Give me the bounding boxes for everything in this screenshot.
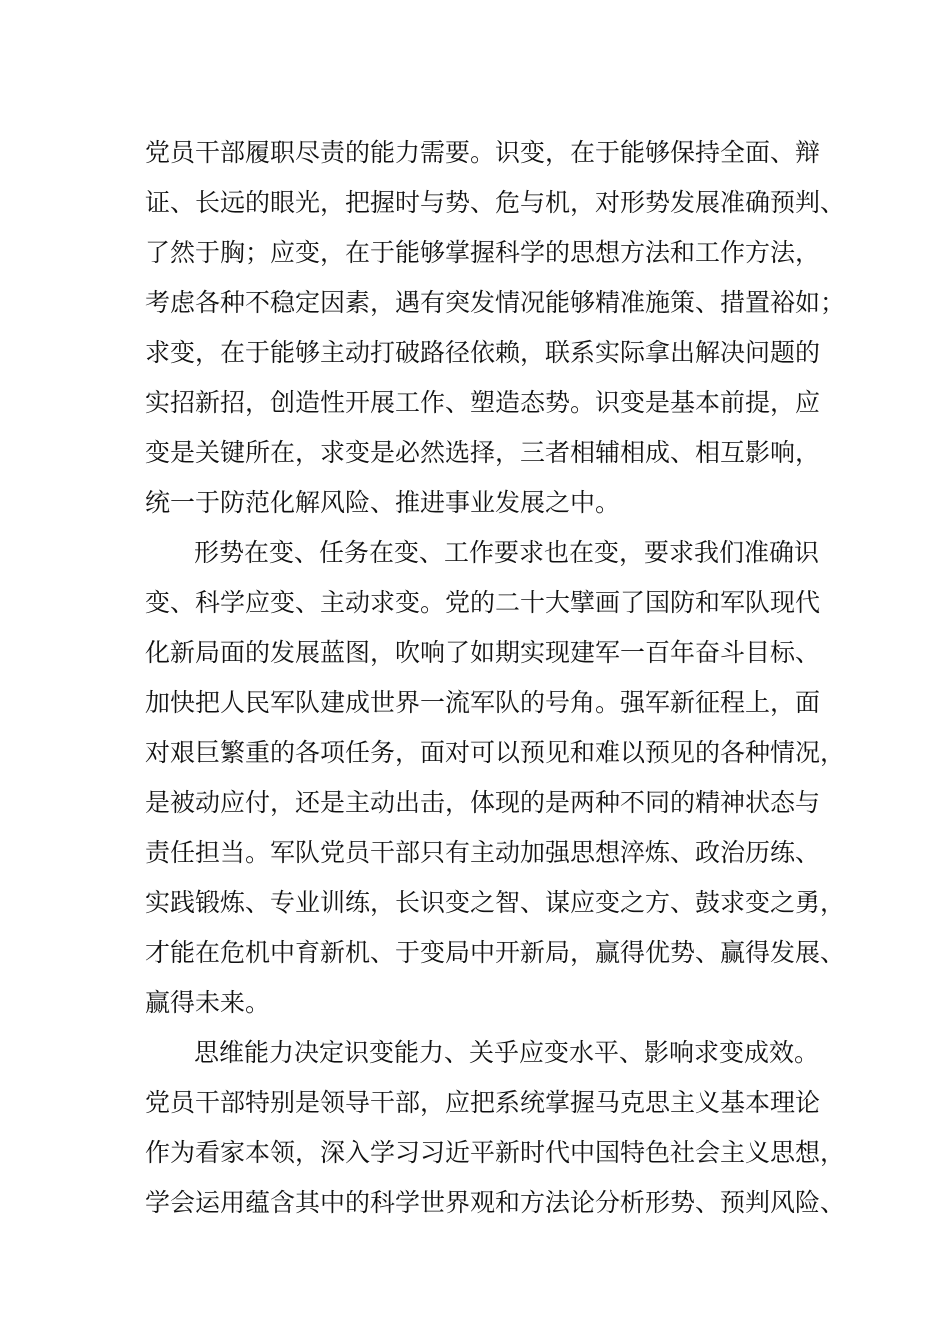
text-line: 了然于胸；应变，在于能够掌握科学的思想方法和工作方法， <box>145 238 821 267</box>
text-line: 才能在危机中育新机、于变局中开新局，赢得优势、赢得发展、 <box>145 938 846 967</box>
document-body <box>145 128 846 1228</box>
text-line: 是被动应付，还是主动出击，体现的是两种不同的精神状态与 <box>145 788 821 817</box>
text-line: 变是关键所在，求变是必然选择，三者相辅相成、相互影响， <box>145 438 821 467</box>
text-line: 变、科学应变、主动求变。党的二十大擘画了国防和军队现代 <box>145 588 821 617</box>
text-line: 学会运用蕴含其中的科学世界观和方法论分析形势、预判风险、 <box>145 1188 846 1217</box>
text-line: 求变，在于能够主动打破路径依赖，联系实际拿出解决问题的 <box>145 338 821 367</box>
text-line: 加快把人民军队建成世界一流军队的号角。强军新征程上，面 <box>145 688 821 717</box>
text-line: 化新局面的发展蓝图，吹响了如期实现建军一百年奋斗目标、 <box>145 638 821 667</box>
text-line: 责任担当。军队党员干部只有主动加强思想淬炼、政治历练、 <box>145 838 821 867</box>
text-line: 统一于防范化解风险、推进事业发展之中。 <box>145 488 621 517</box>
paragraph-first-line: 形势在变、任务在变、工作要求也在变，要求我们准确识 <box>194 538 820 567</box>
paragraph-first-line: 思维能力决定识变能力、关乎应变水平、影响求变成效。 <box>194 1038 820 1067</box>
text-line: 作为看家本领，深入学习习近平新时代中国特色社会主义思想， <box>145 1138 846 1167</box>
text-line: 实招新招，创造性开展工作、塑造态势。识变是基本前提，应 <box>145 388 821 417</box>
text-line: 赢得未来。 <box>145 988 271 1017</box>
text-line: 证、长远的眼光，把握时与势、危与机，对形势发展准确预判、 <box>145 188 846 217</box>
text-line: 实践锻炼、专业训练，长识变之智、谋应变之方、鼓求变之勇， <box>145 888 846 917</box>
text-line: 对艰巨繁重的各项任务，面对可以预见和难以预见的各种情况， <box>145 738 846 767</box>
text-line: 党员干部履职尽责的能力需要。识变，在于能够保持全面、辩 <box>145 138 821 167</box>
text-line: 考虑各种不稳定因素，遇有突发情况能够精准施策、措置裕如； <box>145 288 846 317</box>
text-line: 党员干部特别是领导干部，应把系统掌握马克思主义基本理论 <box>145 1088 821 1117</box>
